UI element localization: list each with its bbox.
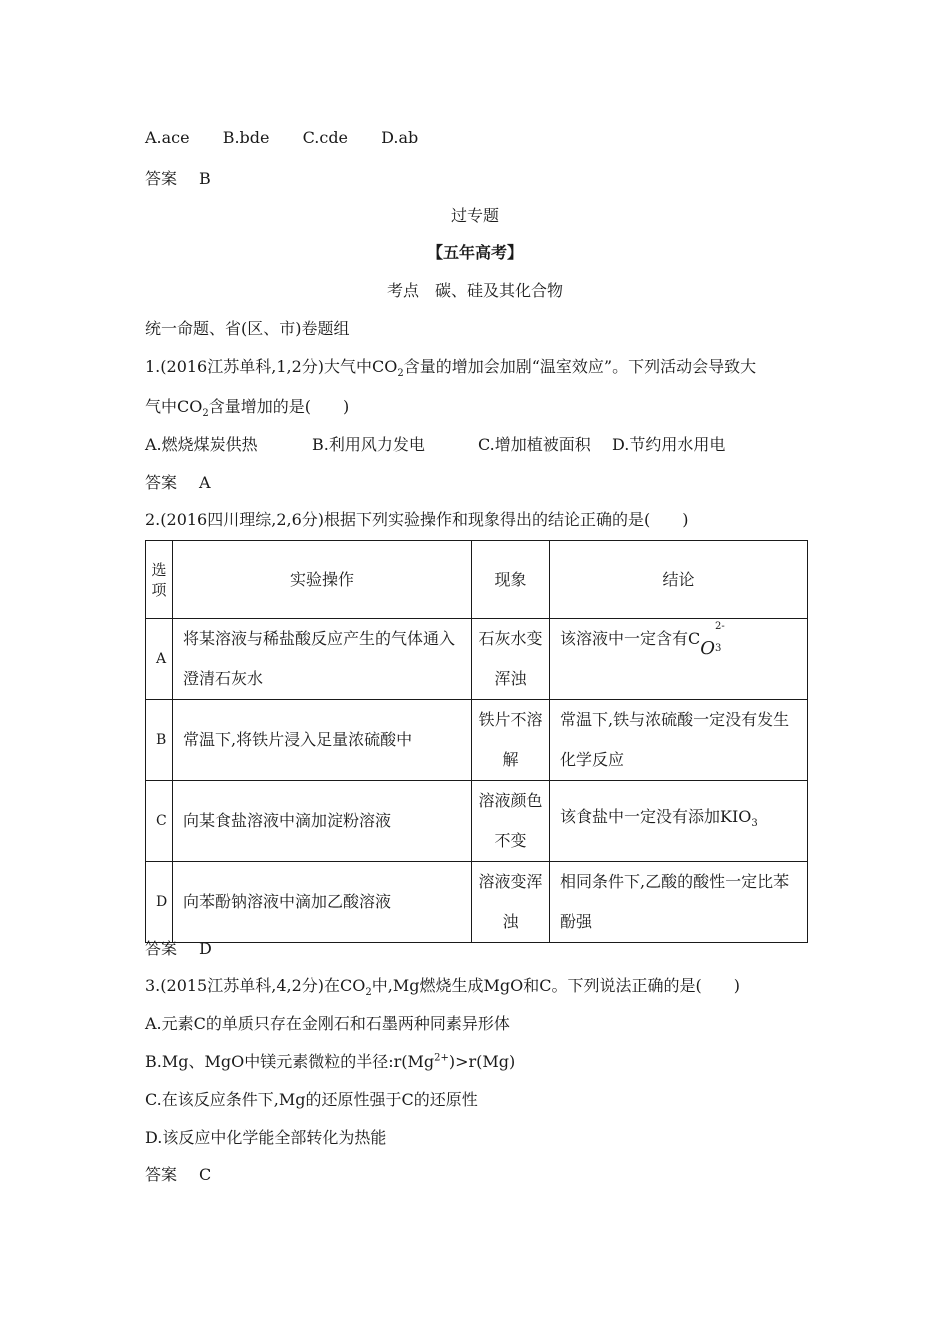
row-key: C <box>146 781 173 862</box>
table-row <box>146 862 808 943</box>
answer-value: B <box>199 169 211 188</box>
row-key: A <box>146 619 173 700</box>
row-phenomenon: 铁片不溶解 <box>472 700 550 781</box>
table-row <box>146 619 808 700</box>
q1-subscript-2: 2 <box>202 408 209 420</box>
q0-option-b: B.bde <box>222 128 270 147</box>
answer-value: A <box>199 473 211 492</box>
row-operation: 将某溶液与稀盐酸反应产生的气体通入澄清石灰水 <box>173 619 472 700</box>
row-conclusion <box>550 781 808 862</box>
q3-option-a: A.元素C的单质只存在金刚石和石墨两种同素异形体 <box>145 1014 510 1033</box>
row-phenomenon: 溶液颜色不变 <box>472 781 550 862</box>
q1-option-c: C.增加植被面积 <box>478 435 591 454</box>
q3-option-b-text-2: )>r(Mg) <box>448 1052 516 1071</box>
q2-stem: 2.(2016四川理综,2,6分)根据下列实验操作和现象得出的结论正确的是( ) <box>145 510 689 529</box>
conclusion-text: 该溶液中一定含有C <box>560 629 701 648</box>
q0-option-d: D.ab <box>381 128 419 147</box>
q1-stem-text: 1.(2016江苏单科,1,2分)大气中CO <box>145 357 398 376</box>
table-header-row <box>146 541 808 619</box>
q3-option-d: D.该反应中化学能全部转化为热能 <box>145 1128 387 1147</box>
conclusion-subscript: 3 <box>751 818 758 830</box>
q1-stem-text-2: 含量的增加会加剧“温室效应”。下列活动会导致大 <box>403 357 757 376</box>
row-operation: 向苯酚钠溶液中滴加乙酸溶液 <box>173 862 472 943</box>
row-phenomenon: 溶液变浑浊 <box>472 862 550 943</box>
q3-stem-text-2: 中,Mg燃烧生成MgO和C。下列说法正确的是( ) <box>371 976 740 995</box>
row-operation: 常温下,将铁片浸入足量浓硫酸中 <box>173 700 472 781</box>
answer-label: 答案 <box>145 169 178 188</box>
row-operation: 向某食盐溶液中滴加淀粉溶液 <box>173 781 472 862</box>
row-conclusion: 常温下,铁与浓硫酸一定没有发生化学反应 <box>550 700 808 781</box>
q3-stem <box>145 973 740 998</box>
answer-label: 答案 <box>145 939 178 958</box>
row-conclusion: 相同条件下,乙酸的酸性一定比苯酚强 <box>550 862 808 943</box>
carbonate-o: O <box>700 638 716 659</box>
answer-label: 答案 <box>145 473 178 492</box>
q1-stem-line1 <box>145 354 756 379</box>
answer-label: 答案 <box>145 1165 178 1184</box>
experiment-table <box>145 540 808 943</box>
ion-charge <box>715 620 729 654</box>
row-key: B <box>146 700 173 781</box>
header-operation: 实验操作 <box>173 541 472 619</box>
conclusion-text: 该食盐中一定没有添加KIO <box>560 807 752 827</box>
q0-options <box>145 128 418 147</box>
answer-value: C <box>199 1165 212 1184</box>
q0-answer <box>145 166 211 189</box>
ion-subscript: 3 <box>715 642 722 654</box>
row-key: D <box>146 862 173 943</box>
header-conclusion: 结论 <box>550 541 808 619</box>
q1-subscript: 2 <box>397 368 404 380</box>
topic-title: 考点 碳、硅及其化合物 <box>386 281 563 300</box>
q1-stem-text-3: 气中CO <box>145 397 203 416</box>
q1-option-a: A.燃烧煤炭供热 <box>145 435 258 454</box>
q0-option-c: C.cde <box>302 128 349 147</box>
q3-subscript: 2 <box>365 987 372 999</box>
table-row <box>146 700 808 781</box>
table-row <box>146 781 808 862</box>
q1-option-b: B.利用风力发电 <box>312 435 425 454</box>
q1-stem-text-4: 含量增加的是( ) <box>208 397 350 416</box>
q0-option-a: A.ace <box>145 128 190 147</box>
q2-answer <box>145 936 212 959</box>
q3-option-b <box>145 1049 515 1072</box>
q3-option-b-text: B.Mg、MgO中镁元素微粒的半径:r(Mg <box>145 1052 435 1071</box>
subsection-title: 【五年高考】 <box>426 243 523 262</box>
q3-option-c: C.在该反应条件下,Mg的还原性强于C的还原性 <box>145 1090 478 1109</box>
header-option: 选项 <box>146 541 173 619</box>
row-phenomenon: 石灰水变浑浊 <box>472 619 550 700</box>
q1-option-d: D.节约用水用电 <box>612 435 726 454</box>
answer-value: D <box>199 939 212 958</box>
row-conclusion <box>550 619 808 700</box>
ion-superscript: 2- <box>715 620 725 632</box>
q1-stem-line2 <box>145 394 349 419</box>
q3-option-b-superscript: 2+ <box>434 1052 449 1064</box>
q1-answer <box>145 470 211 493</box>
section-title: 过专题 <box>450 206 499 225</box>
q3-answer <box>145 1162 211 1185</box>
header-phenomenon: 现象 <box>472 541 550 619</box>
q3-stem-text: 3.(2015江苏单科,4,2分)在CO <box>145 976 366 995</box>
group-title: 统一命题、省(区、市)卷题组 <box>145 319 350 338</box>
